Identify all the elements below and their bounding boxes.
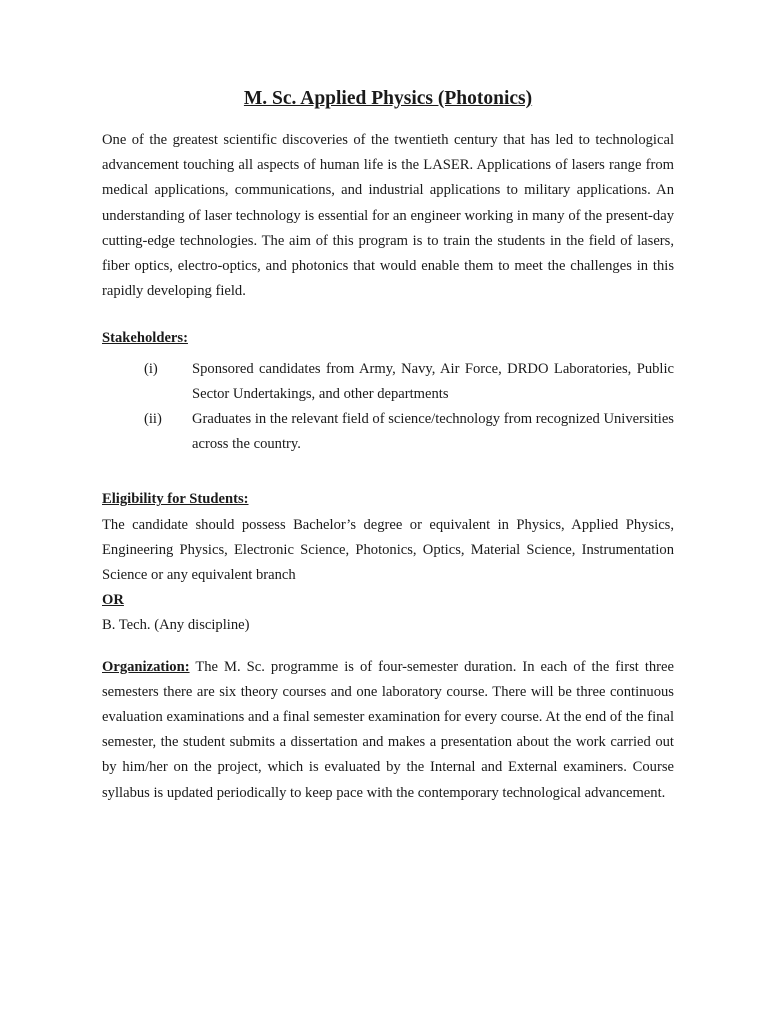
stakeholders-heading: Stakeholders: bbox=[102, 330, 188, 347]
list-item bbox=[102, 357, 674, 407]
stakeholders-list bbox=[102, 357, 674, 458]
list-item-text: Graduates in the relevant field of science/technology from recognized Universities across the country. bbox=[192, 411, 674, 453]
list-item-number: (ii) bbox=[144, 411, 162, 428]
eligibility-text: The candidate should possess Bachelor’s degree or equivalent in Physics, Applied Physics, Engineering Physics, Electronic Science, Photonics, Optics, Material Science, Instrumentation Science or any equivalent branch bbox=[102, 516, 674, 584]
list-item bbox=[102, 407, 674, 457]
or-separator: OR bbox=[102, 592, 124, 609]
eligibility-section bbox=[102, 487, 674, 638]
organization-heading: Organization: bbox=[102, 658, 190, 675]
list-item-text: Sponsored candidates from Army, Navy, Air Force, DRDO Laboratories, Public Sector Undertakings, and other departments bbox=[192, 360, 674, 402]
page-title: M. Sc. Applied Physics (Photonics) bbox=[243, 88, 533, 109]
document-page bbox=[102, 84, 674, 806]
organization-paragraph bbox=[102, 655, 674, 806]
eligibility-heading: Eligibility for Students: bbox=[102, 491, 249, 508]
eligibility-alternative: B. Tech. (Any discipline) bbox=[102, 617, 250, 634]
organization-text: The M. Sc. programme is of four-semester duration. In each of the first three semesters there are six theory courses and one laboratory course. There will be three continuous evaluation examinations and a final semester examination for every course. At the end of the final semester, the student submits a dissertation and makes a presentation about the work carried out by him/her on the project, which is evaluated by the Internal and External examiners. Course syllabus is updated periodically to keep pace with the contemporary technological advancement. bbox=[102, 658, 674, 801]
stakeholders-section bbox=[102, 326, 674, 457]
organization-section bbox=[102, 655, 674, 806]
intro-paragraph: One of the greatest scientific discoveries of the twentieth century that has led to technological advancement touching all aspects of human life is the LASER. Applications of lasers range from medical applications, communications, and industrial applications to military applications. An understanding of laser technology is essential for an engineer working in many of the present-day cutting-edge technologies. The aim of this program is to train the students in the field of lasers, fiber optics, electro-optics, and photonics that would enable them to meet the challenges in this rapidly developing field. bbox=[102, 132, 674, 300]
list-item-number: (i) bbox=[144, 360, 158, 377]
